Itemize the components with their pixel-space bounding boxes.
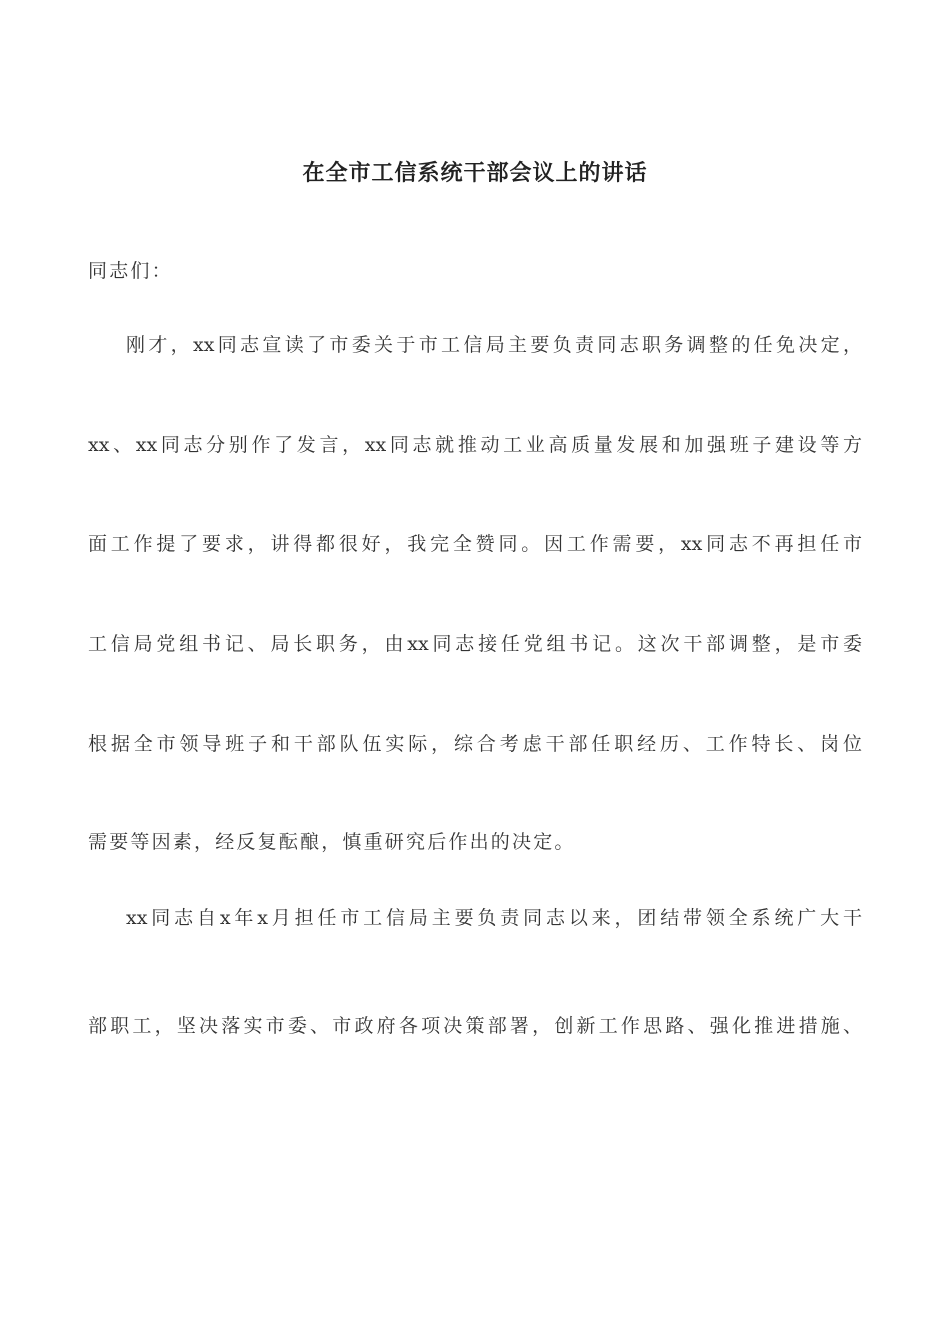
paragraph-line: 工信局党组书记、局长职务，由xx同志接任党组书记。这次干部调整，是市委 (88, 633, 862, 655)
salutation: 同志们： (88, 260, 173, 282)
paragraph-line: 需要等因素，经反复酝酿，慎重研究后作出的决定。 (88, 831, 576, 853)
paragraph-line: 刚才，xx同志宣读了市委关于市工信局主要负责同志职务调整的任免决定， (126, 334, 862, 356)
paragraph-line: xx、xx同志分别作了发言，xx同志就推动工业高质量发展和加强班子建设等方 (88, 434, 862, 456)
paragraph-line: 部职工，坚决落实市委、市政府各项决策部署，创新工作思路、强化推进措施、 (88, 1015, 862, 1037)
paragraph-line: xx同志自x年x月担任市工信局主要负责同志以来，团结带领全系统广大干 (126, 907, 862, 929)
paragraph-line: 根据全市领导班子和干部队伍实际，综合考虑干部任职经历、工作特长、岗位 (88, 733, 862, 755)
paragraph-line: 面工作提了要求，讲得都很好，我完全赞同。因工作需要，xx同志不再担任市 (88, 533, 862, 555)
document-title: 在全市工信系统干部会议上的讲话 (302, 161, 648, 186)
